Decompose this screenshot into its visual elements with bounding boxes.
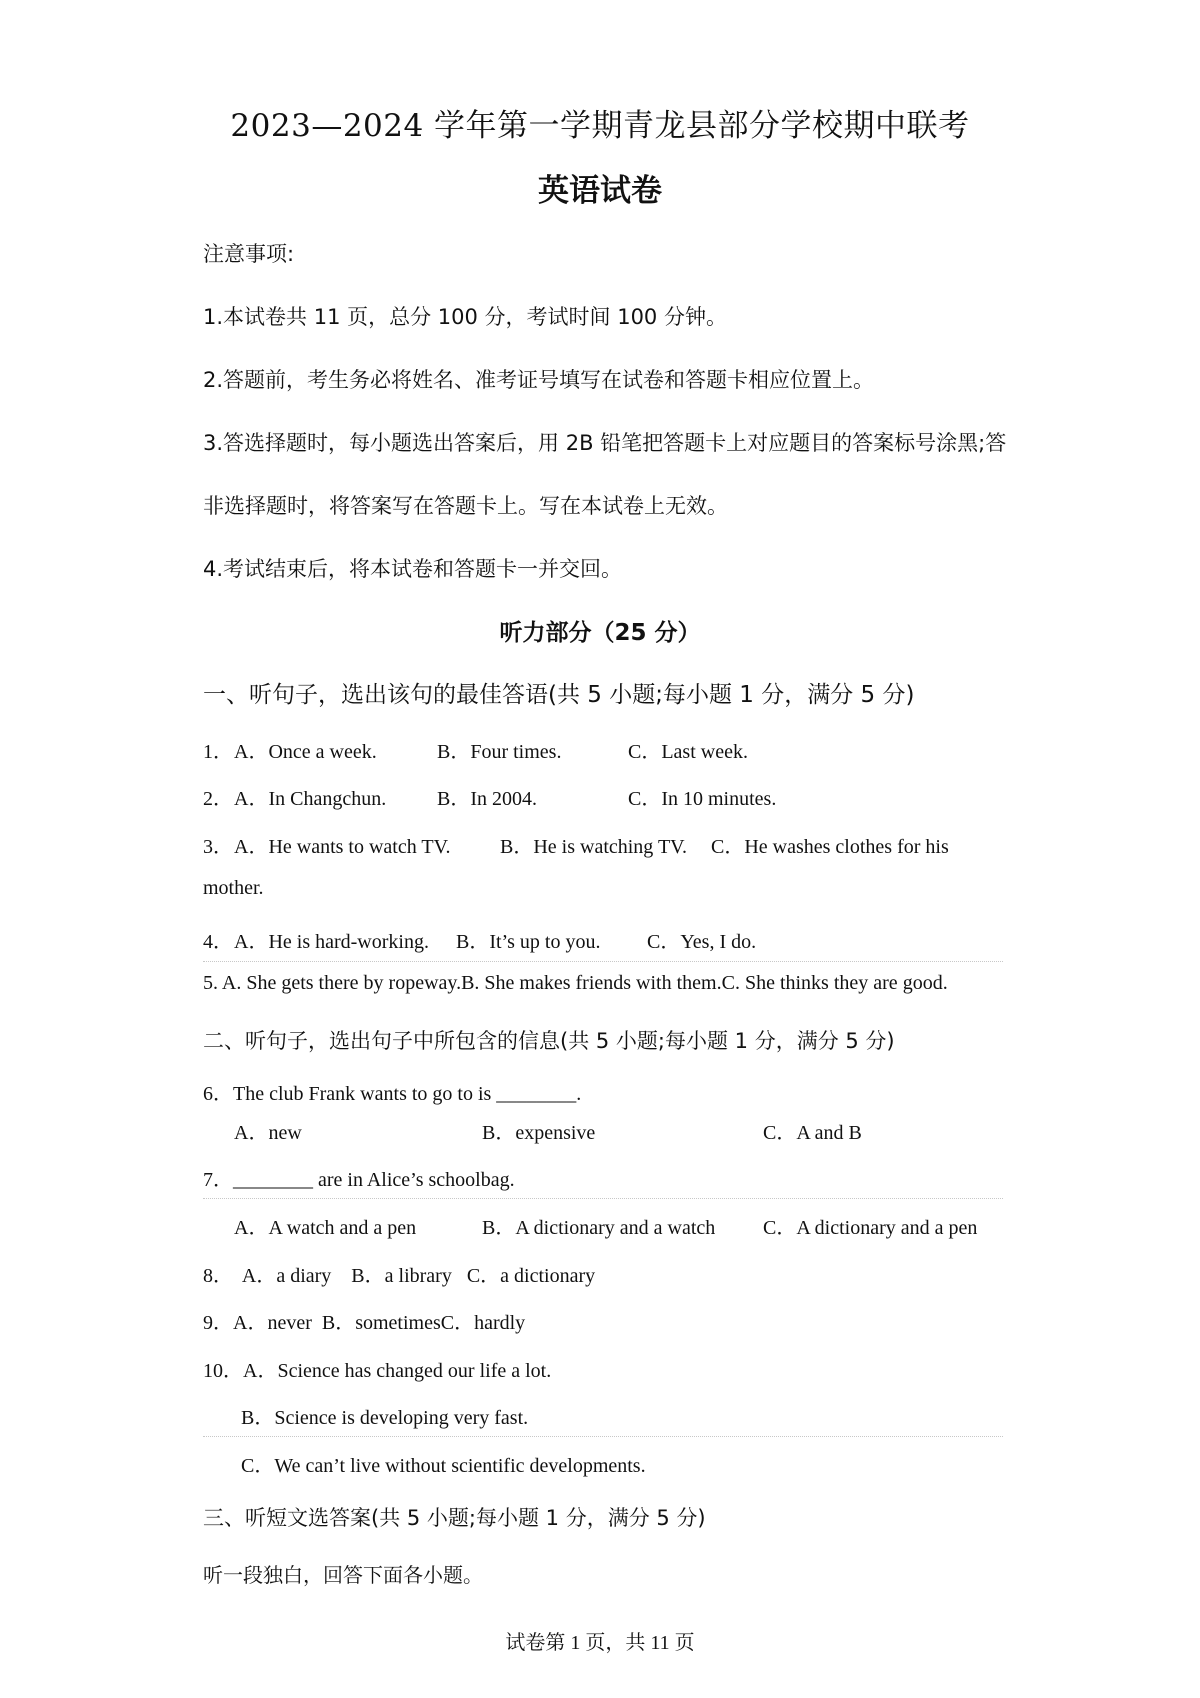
option-c: C．He washes clothes for his — [711, 836, 949, 858]
notice-item: 1.本试卷共 11 页，总分 100 分，考试时间 100 分钟。 — [203, 305, 727, 329]
notice-heading: 注意事项: — [203, 242, 295, 266]
part3-heading: 三、听短文选答案(共 5 小题;每小题 1 分，满分 5 分) — [203, 1506, 706, 1530]
exam-subtitle: 英语试卷 — [538, 173, 662, 209]
option-c: C．We can’t live without scientific developments. — [241, 1455, 646, 1477]
question-number: 3． — [203, 836, 233, 858]
option-b: B．Four times. — [437, 741, 562, 763]
part3-intro: 听一段独白，回答下面各小题。 — [203, 1565, 483, 1587]
option-c: C．Last week. — [628, 741, 748, 763]
option-b: B．A dictionary and a watch — [482, 1217, 716, 1239]
option-a: A．Once a week. — [234, 741, 377, 763]
option-a: A．He is hard-working. — [234, 931, 429, 953]
option-c-continuation: mother. — [203, 877, 264, 899]
question-line: 5. A. She gets there by ropeway.B. She makes friends with them.C. She thinks they are good. — [203, 972, 948, 994]
notice-item: 4.考试结束后，将本试卷和答题卡一并交回。 — [203, 557, 623, 581]
question-line: 9．A．never B．sometimesC．hardly — [203, 1312, 526, 1334]
dotted-divider — [203, 1436, 1003, 1437]
question-number: 1． — [203, 741, 233, 763]
option-a: A．A watch and a pen — [234, 1217, 417, 1239]
notice-item: 非选择题时，将答案写在答题卡上。写在本试卷上无效。 — [203, 494, 728, 518]
question-stem: 6．The club Frank wants to go to is ________. — [203, 1083, 582, 1105]
option-c: C．Yes, I do. — [647, 931, 757, 953]
question-number: 4． — [203, 931, 233, 953]
option-b: B．In 2004. — [437, 788, 537, 810]
dotted-divider — [203, 1198, 1003, 1199]
question-stem: 7．________ are in Alice’s schoolbag. — [203, 1169, 515, 1191]
option-b: B．expensive — [482, 1122, 596, 1144]
option-a: A．In Changchun. — [234, 788, 387, 810]
option-b: B．He is watching TV. — [500, 836, 688, 858]
option-a: A．new — [234, 1122, 302, 1144]
notice-item: 3.答选择题时，每小题选出答案后，用 2B 铅笔把答题卡上对应题目的答案标号涂黑;答 — [203, 431, 1007, 455]
option-c: C．A and B — [763, 1122, 862, 1144]
option-a: A．He wants to watch TV. — [234, 836, 451, 858]
option-b: B．It’s up to you. — [456, 931, 601, 953]
listening-heading: 听力部分（25 分） — [499, 620, 701, 646]
question-line: 8． A．a diary B．a library C．a dictionary — [203, 1265, 596, 1287]
page-footer: 试卷第 1 页，共 11 页 — [505, 1632, 695, 1654]
dotted-divider — [203, 961, 1003, 962]
part1-heading: 一、听句子，选出该句的最佳答语(共 5 小题;每小题 1 分，满分 5 分) — [203, 682, 915, 708]
part2-heading: 二、听句子，选出句子中所包含的信息(共 5 小题;每小题 1 分，满分 5 分) — [203, 1029, 895, 1053]
option-c: C．A dictionary and a pen — [763, 1217, 978, 1239]
question-number: 2． — [203, 788, 233, 810]
option-a: 10．A．Science has changed our life a lot. — [203, 1360, 552, 1382]
option-b: B．Science is developing very fast. — [241, 1407, 529, 1429]
notice-item: 2.答题前，考生务必将姓名、准考证号填写在试卷和答题卡相应位置上。 — [203, 368, 875, 392]
exam-title: 2023—2024 学年第一学期青龙县部分学校期中联考 — [230, 108, 970, 144]
option-c: C．In 10 minutes. — [628, 788, 777, 810]
